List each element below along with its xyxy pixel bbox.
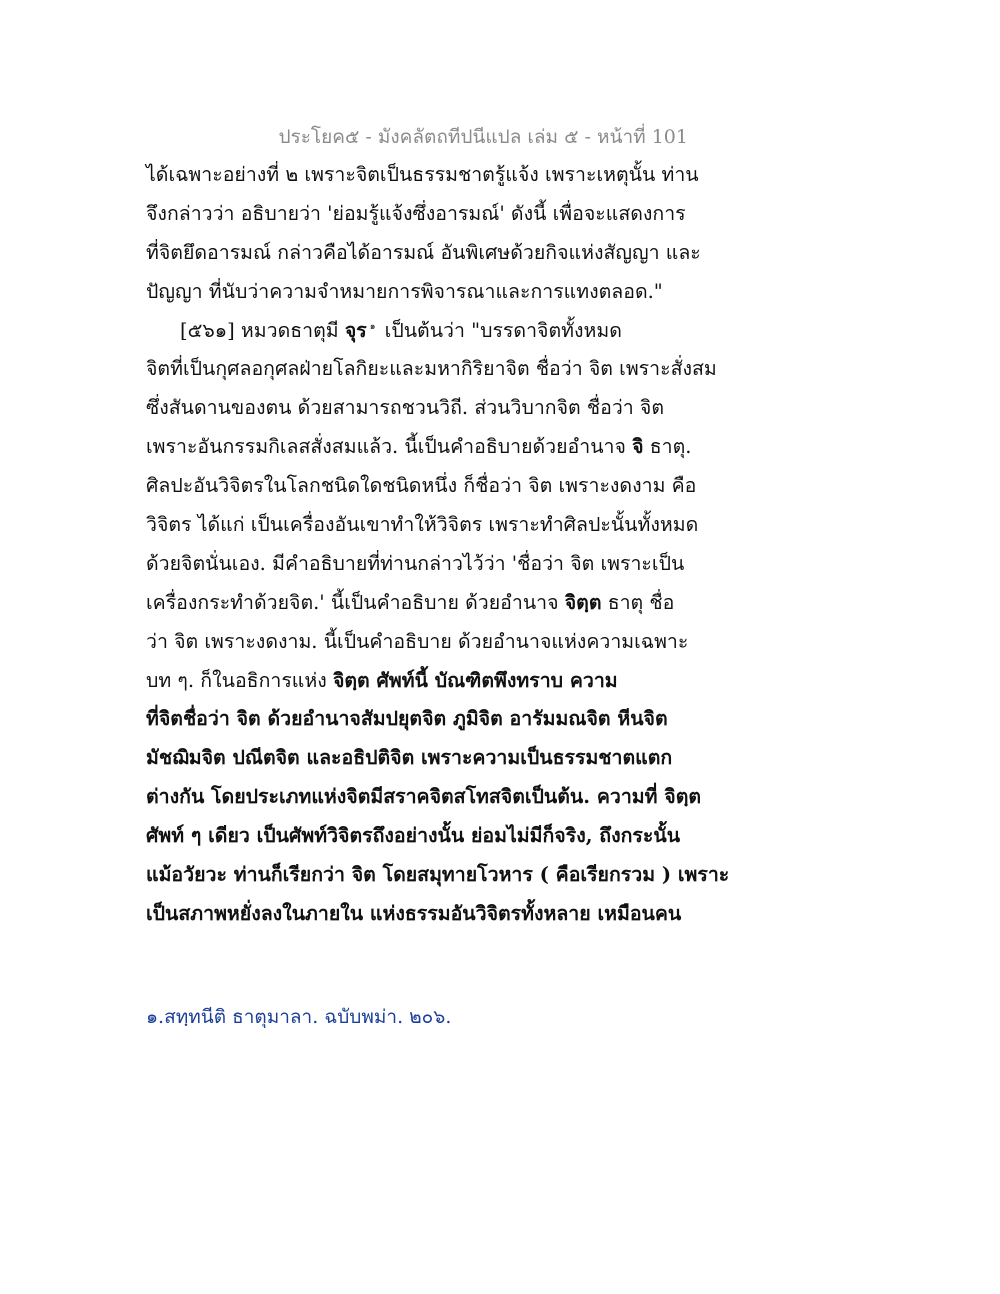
text-run: ธาตุ ชื่อ: [601, 590, 675, 614]
text-line-bold: ต่างกัน โดยประเภทแห่งจิตมีสราคจิตสโทสจิตเป็นต้น. ความที่ จิตฺต: [146, 785, 702, 809]
text-run: เป็นต้นว่า "บรรดาจิตทั้งหมด: [378, 318, 622, 342]
bold-term: จิ: [632, 435, 644, 459]
bold-term: จุร: [344, 318, 367, 342]
text-line: [146, 584, 694, 623]
text-line: ด้วยจิตนั่นเอง. มีคำอธิบายที่ท่านกล่าวไว้ว่า 'ชื่อว่า จิต เพราะเป็น: [146, 551, 685, 575]
bold-term: จิตฺต: [564, 590, 602, 614]
text-run: [๕๖๑] หมวดธาตุมี: [180, 318, 345, 342]
footnote: ๑.สทฺทนีติ ธาตุมาลา. ฉบับพม่า. ๒๐๖.: [146, 1006, 452, 1028]
text-run: เครื่องกระทำด้วยจิต.' นี้เป็นคำอธิบาย ด้วยอำนาจ: [146, 590, 565, 614]
body-text: [146, 156, 730, 934]
text-line: ศิลปะอันวิจิตรในโลกชนิดใดชนิดหนึ่ง ก็ชื่อว่า จิต เพราะงดงาม คือ: [146, 474, 697, 498]
page-header: ประโยค๕ - มังคลัตถทีปนีแปล เล่ม ๕ - หน้าที่ 101: [278, 126, 688, 148]
text-line: [146, 662, 694, 701]
text-line: ได้เฉพาะอย่างที่ ๒ เพราะจิตเป็นธรรมชาตรู้แจ้ง เพราะเหตุนั้น ท่าน: [146, 163, 699, 186]
text-line: [146, 312, 694, 351]
text-line-bold: ที่จิตชื่อว่า จิต ด้วยอำนาจสัมปยุตจิต ภูมิจิต อารัมมณจิต หีนจิต: [146, 707, 668, 731]
text-line-bold: เป็นสภาพหยั่งลงในภายใน แห่งธรรมอันวิจิตรทั้งหลาย เหมือนคน: [146, 901, 682, 925]
text-line-bold: มัชฌิมจิต ปณีตจิต และอธิปติจิต เพราะความเป็นธรรมชาตแตก: [146, 746, 673, 770]
text-run: เพราะอันกรรมกิเลสสั่งสมแล้ว. นี้เป็นคำอธิบายด้วยอำนาจ: [146, 435, 633, 459]
text-run: บท ๆ. ก็ในอธิการแห่ง: [146, 668, 333, 692]
text-run: ธาตุ.: [643, 435, 692, 459]
text-line: [146, 428, 694, 467]
bold-term: จิตฺต ศัพท์นี้ บัณฑิตพึงทราบ ความ: [332, 668, 618, 692]
text-line: จิตที่เป็นกุศลอกุศลฝ่ายโลกิยะและมหากิริยาจิต ชื่อว่า จิต เพราะสั่งสม: [146, 357, 717, 381]
text-line: ซึ่งสันดานของตน ด้วยสามารถชวนวิถี. ส่วนวิบากจิต ชื่อว่า จิต: [146, 396, 665, 420]
footnote-ref: ๑: [369, 322, 376, 333]
text-line: ที่จิตยึดอารมณ์ กล่าวคือได้อารมณ์ อันพิเศษด้วยกิจแห่งสัญญา และ: [146, 240, 701, 264]
text-line: ว่า จิต เพราะงดงาม. นี้เป็นคำอธิบาย ด้วยอำนาจแห่งความเฉพาะ: [146, 629, 689, 653]
text-line-bold: แม้อวัยวะ ท่านก็เรียกว่า จิต โดยสมุทายโวหาร ( คือเรียกรวม ) เพราะ: [146, 863, 730, 887]
text-line-bold: ศัพท์ ๆ เดียว เป็นศัพท์วิจิตรถึงอย่างนั้น ย่อมไม่มีก็จริง, ถึงกระนั้น: [146, 824, 681, 848]
text-line: จึงกล่าวว่า อธิบายว่า 'ย่อมรู้แจ้งซึ่งอารมณ์' ดังนี้ เพื่อจะแสดงการ: [146, 201, 686, 225]
text-line: ปัญญา ที่นับว่าความจำหมายการพิจารณาและการแทงตลอด.": [146, 279, 663, 303]
text-line: วิจิตร ได้แก่ เป็นเครื่องอันเขาทำให้วิจิตร เพราะทำศิลปะนั้นทั้งหมด: [146, 513, 699, 537]
